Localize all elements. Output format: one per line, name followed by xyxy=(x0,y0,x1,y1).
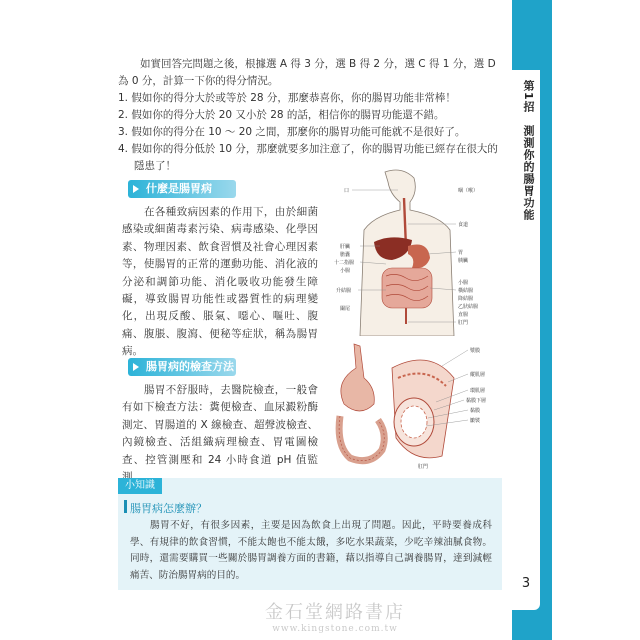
mucosa-folds xyxy=(401,406,427,438)
label-fold: 皺襞 xyxy=(470,418,481,424)
label-stomach: 胃 xyxy=(458,250,464,256)
scoring-item-4: 4. 假如你的得分低於 10 分，那麼就要多加注意了，你的腸胃功能已經存在很大的隱患了！ xyxy=(118,143,498,172)
intestinal-wall-diagram xyxy=(330,338,500,472)
scoring-intro xyxy=(118,56,500,175)
label-pharynx: 咽（喉） xyxy=(458,188,479,194)
right-labels xyxy=(458,187,478,326)
section-exams-text: 腸胃不舒服時，去醫院檢查，一般會有如下檢查方法：糞便檢查、血尿澱粉酶測定、胃腸道的 X 線檢查、超聲波檢查、內鏡檢查、活組織病理檢查、胃電圖檢查、控管測壓和 24 小時食道 pH 值監 xyxy=(122,384,318,466)
tip-tag: 小知識 xyxy=(118,478,162,494)
label-gallbladder: 膽囊 xyxy=(340,252,351,258)
scoring-list xyxy=(118,90,500,175)
scoring-lead: 如實回答完問題之後，根據選 A 得 3 分，選 B 得 2 分，選 C 得 1 分，選 D 為 0 分，計算一下你的得分情況。 xyxy=(118,58,496,87)
section-heading-what-is xyxy=(128,180,236,198)
tip-body xyxy=(130,518,492,584)
label-small-intestine-left: 小腸 xyxy=(340,268,351,274)
section-exams-body xyxy=(122,382,318,486)
label-rectum: 直腸 xyxy=(458,312,469,318)
label-pancreas: 胰臟 xyxy=(458,258,469,264)
section-what-is-text: 在各種致病因素的作用下，由於細菌感染或細菌毒素污染、病毒感染、化學因素、物理因素、飲食習慣及社會心理因素等，使腸胃的正常的運動功能、消化液的分泌和調節功能、消化吸收功能發生障礙，導致腸胃功能性或器質性的病理變化，出現反酸、脹氣、噁心、嘔吐、腹痛、腹脹、腹瀉、便秘等症狀，稱為腸胃病。 xyxy=(122,206,318,358)
left-labels xyxy=(334,188,354,312)
label-sigmoid-colon: 乙狀結腸 xyxy=(458,304,479,310)
label-longitudinal-muscle: 縱肌層 xyxy=(470,372,486,378)
label-mouth: 口 xyxy=(344,188,350,194)
label-esophagus: 食道 xyxy=(458,222,469,228)
scoring-item-3: 3. 假如你的得分在 10 ～ 20 之間，那麼你的腸胃功能可能就不是很好了。 xyxy=(118,126,466,138)
label-serosa: 漿膜 xyxy=(470,348,481,354)
colon-drawing xyxy=(339,416,384,461)
tip-body-text: 腸胃不好，有很多因素，主要是因為飲食上出現了問題。因此，平時要養成科學、有規律的飲食習慣，不能太飽也不能太餓，多吃水果蔬菜，少吃辛辣油膩食物。同時，還需要購買一些關於腸胃調養方面的書籍，藉以指導自己調養腸胃，達到減輕痛苦、防治腸胃病的目的。 xyxy=(130,520,492,581)
label-submucosa: 黏膜下層 xyxy=(466,398,487,404)
section-heading-label: 腸胃病的檢查方法 xyxy=(146,360,234,373)
label-ascending-colon: 升結腸 xyxy=(336,288,352,294)
chapter-title: 第1招 測測你的腸胃功能 xyxy=(522,80,535,221)
label-circular-muscle: 環肌層 xyxy=(470,388,486,394)
label-descending-colon: 降結腸 xyxy=(458,296,474,302)
watermark-line-1: 金石堂網路書店 xyxy=(265,602,405,623)
heading-arrow-icon xyxy=(133,363,139,371)
label-appendix: 闌尾 xyxy=(340,306,351,312)
section-heading-label: 什麼是腸胃病 xyxy=(146,182,212,195)
section-heading-exams xyxy=(128,358,236,376)
label-transverse-colon: 橫結腸 xyxy=(458,288,474,294)
label-duodenum: 十二指腸 xyxy=(334,260,355,266)
page-number: 3 xyxy=(521,576,531,591)
label-small-intestine-right: 小腸 xyxy=(458,280,469,286)
label-anus-bottom: 肛門 xyxy=(418,464,429,470)
scoring-item-1: 1. 假如你的得分大於或等於 28 分，那麼恭喜你，你的腸胃功能非常棒！ xyxy=(118,92,456,104)
stomach-drawing xyxy=(341,344,374,411)
label-anus: 肛門 xyxy=(458,320,469,326)
scoring-item-2: 2. 假如你的得分大於 20 又小於 28 的話，相信你的腸胃功能還不錯。 xyxy=(118,109,445,121)
label-mucosa: 黏膜 xyxy=(470,408,481,414)
tip-question: 腸胃病怎麼辦？ xyxy=(130,500,470,516)
watermark-line-2: www.kingstone.com.tw xyxy=(272,624,398,634)
digestive-system-diagram xyxy=(330,168,500,336)
watermark xyxy=(230,598,440,634)
label-liver: 肝臟 xyxy=(340,244,351,250)
section-what-is-body xyxy=(122,204,318,361)
heading-arrow-icon xyxy=(133,185,139,193)
